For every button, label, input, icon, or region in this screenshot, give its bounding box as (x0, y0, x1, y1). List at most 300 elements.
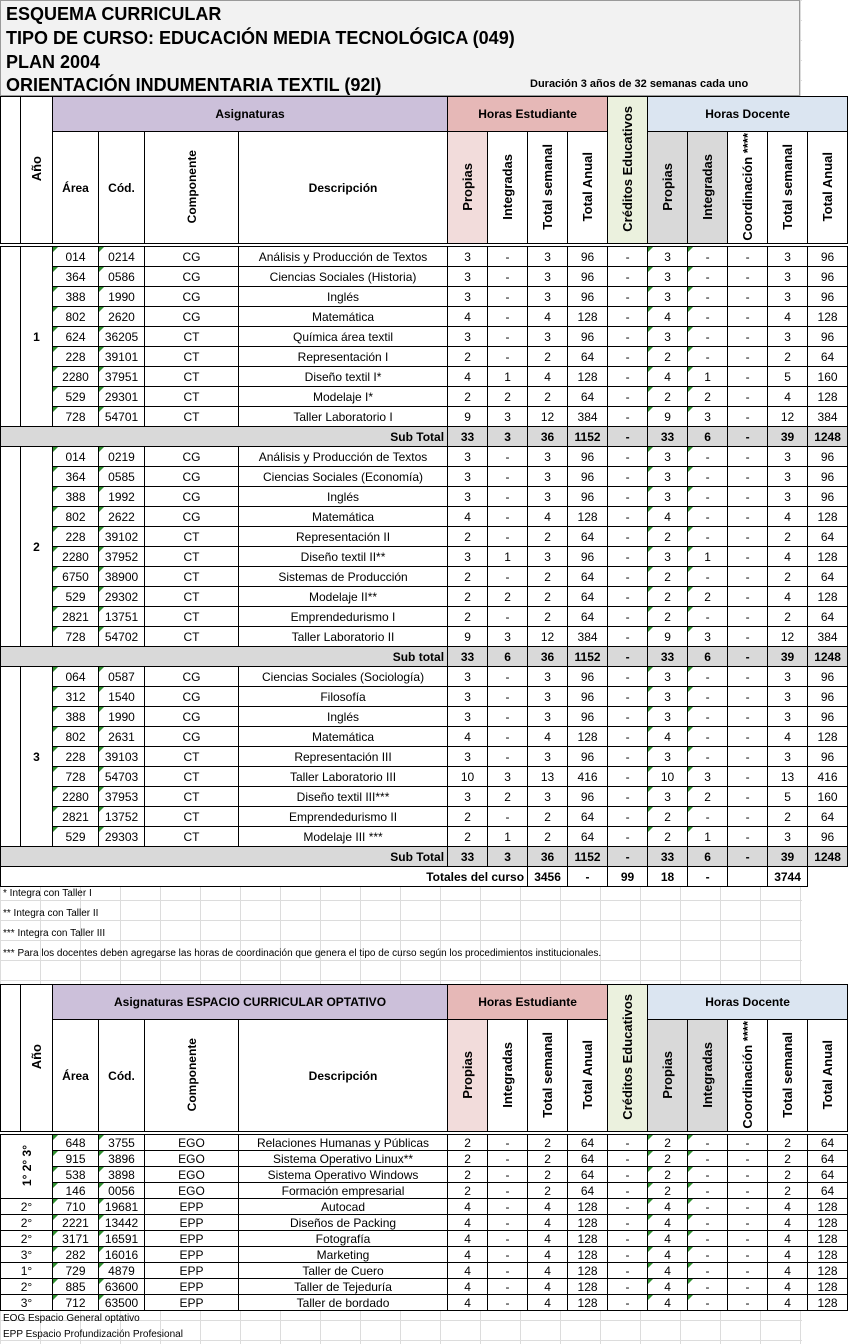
teacher-weekly-cell: 5 (768, 367, 808, 387)
own-hours-cell: 2 (448, 1135, 488, 1151)
table-row (1, 267, 848, 287)
integrated-hours-cell: 1 (488, 547, 528, 567)
coordination-cell: - (728, 1263, 768, 1279)
coordination-cell: - (728, 527, 768, 547)
weekly-total-cell: 4 (528, 1199, 568, 1215)
column-header: Total semanal (768, 1020, 808, 1132)
integrated-hours-cell: - (488, 1263, 528, 1279)
component-cell: CT (145, 787, 239, 807)
teacher-integrated-cell: - (688, 267, 728, 287)
teacher-integrated-cell: - (688, 1263, 728, 1279)
subtotal-value: 33 (448, 647, 488, 667)
annual-total-cell: 128 (568, 1247, 608, 1263)
table-row (1, 767, 848, 787)
course-total-value: - (688, 867, 728, 887)
course-total-label: Totales del curso (1, 867, 528, 887)
integrated-hours-cell: - (488, 1247, 528, 1263)
own-hours-cell: 3 (448, 487, 488, 507)
teacher-annual-cell: 64 (808, 1183, 848, 1199)
integrated-hours-cell: - (488, 487, 528, 507)
annual-total-cell: 64 (568, 807, 608, 827)
area-cell: 388 (53, 707, 99, 727)
credits-cell: - (608, 1295, 648, 1311)
area-cell: 364 (53, 267, 99, 287)
coordination-cell: - (728, 1279, 768, 1295)
area-cell: 228 (53, 347, 99, 367)
code-cell: 29303 (99, 827, 145, 847)
coordination-cell: - (728, 807, 768, 827)
teacher-annual-cell: 64 (808, 607, 848, 627)
teacher-annual-cell: 96 (808, 667, 848, 687)
own-hours-cell: 4 (448, 507, 488, 527)
column-header: Propias (448, 132, 488, 244)
coordination-cell: - (728, 1183, 768, 1199)
code-cell: 1992 (99, 487, 145, 507)
component-cell: CT (145, 527, 239, 547)
description-cell: Taller Laboratorio III (239, 767, 448, 787)
annual-total-cell: 128 (568, 727, 608, 747)
teacher-integrated-cell: - (688, 1215, 728, 1231)
own-hours-cell: 2 (448, 567, 488, 587)
subtotal-value: - (728, 847, 768, 867)
code-cell: 39103 (99, 747, 145, 767)
description-cell: Taller de Cuero (239, 1263, 448, 1279)
table-row (1, 627, 848, 647)
coordination-cell: - (728, 667, 768, 687)
table-row (1, 687, 848, 707)
teacher-weekly-cell: 4 (768, 1295, 808, 1311)
blank-cell (1, 247, 21, 427)
subtotal-value: 1248 (808, 847, 848, 867)
component-cell: CT (145, 547, 239, 567)
component-cell: CT (145, 407, 239, 427)
code-cell: 0585 (99, 467, 145, 487)
code-cell: 3755 (99, 1135, 145, 1151)
teacher-annual-cell: 128 (808, 507, 848, 527)
component-cell: EGO (145, 1151, 239, 1167)
code-cell: 36205 (99, 327, 145, 347)
table-row (1, 747, 848, 767)
teacher-weekly-cell: 3 (768, 267, 808, 287)
coordination-cell: - (728, 1295, 768, 1311)
teacher-own-cell: 3 (648, 327, 688, 347)
teacher-own-cell: 3 (648, 687, 688, 707)
component-cell: CT (145, 607, 239, 627)
area-cell: 388 (53, 287, 99, 307)
weekly-total-cell: 12 (528, 627, 568, 647)
header-title: ESQUEMA CURRICULAR (6, 4, 222, 24)
integrated-hours-cell: 1 (488, 367, 528, 387)
component-cell: CG (145, 467, 239, 487)
description-cell: Diseño textil I* (239, 367, 448, 387)
subtotal-label: Sub Total (1, 427, 448, 447)
description-cell: Modelaje III *** (239, 827, 448, 847)
teacher-weekly-cell: 2 (768, 1167, 808, 1183)
teacher-integrated-cell: - (688, 307, 728, 327)
area-cell: 538 (53, 1167, 99, 1183)
code-cell: 13752 (99, 807, 145, 827)
subtotal-label: Sub Total (1, 847, 448, 867)
credits-cell: - (608, 1199, 648, 1215)
description-cell: Taller Laboratorio I (239, 407, 448, 427)
annual-total-cell: 96 (568, 487, 608, 507)
code-cell: 13442 (99, 1215, 145, 1231)
component-cell: EPP (145, 1279, 239, 1295)
annual-total-cell: 128 (568, 367, 608, 387)
teacher-integrated-cell: 2 (688, 787, 728, 807)
annual-total-cell: 96 (568, 687, 608, 707)
integrated-hours-cell: - (488, 1167, 528, 1183)
area-cell: 802 (53, 507, 99, 527)
subtotal-value: 36 (528, 427, 568, 447)
coordination-cell: - (728, 767, 768, 787)
year-label: 1° (1, 1263, 53, 1279)
column-header: Descripción (239, 132, 448, 244)
coordination-cell: - (728, 307, 768, 327)
subtotal-value: 1248 (808, 427, 848, 447)
coordination-cell: - (728, 1167, 768, 1183)
annual-total-cell: 128 (568, 507, 608, 527)
table-row (1, 407, 848, 427)
teacher-own-cell: 2 (648, 1135, 688, 1151)
description-cell: Modelaje II** (239, 587, 448, 607)
teacher-weekly-cell: 2 (768, 1151, 808, 1167)
own-hours-cell: 2 (448, 607, 488, 627)
blank-cell (1, 985, 21, 1132)
own-hours-cell: 4 (448, 1279, 488, 1295)
integrated-hours-cell: - (488, 747, 528, 767)
area-cell: 228 (53, 527, 99, 547)
own-hours-cell: 2 (448, 1151, 488, 1167)
year-label: 3° (1, 1295, 53, 1311)
component-cell: EGO (145, 1167, 239, 1183)
table-row (1, 1215, 848, 1231)
table-row (1, 527, 848, 547)
weekly-total-cell: 4 (528, 1263, 568, 1279)
coordination-cell: - (728, 1199, 768, 1215)
weekly-total-cell: 2 (528, 527, 568, 547)
component-cell: CT (145, 327, 239, 347)
integrated-hours-cell: - (488, 447, 528, 467)
integrated-hours-cell: - (488, 347, 528, 367)
teacher-own-cell: 3 (648, 787, 688, 807)
credits-cell: - (608, 667, 648, 687)
description-cell: Análisis y Producción de Textos (239, 247, 448, 267)
credits-cell: - (608, 347, 648, 367)
course-total-value: 99 (608, 867, 648, 887)
coordination-cell: - (728, 407, 768, 427)
component-cell: CG (145, 307, 239, 327)
teacher-integrated-cell: 1 (688, 547, 728, 567)
coordination-cell: - (728, 747, 768, 767)
annual-total-cell: 96 (568, 267, 608, 287)
annual-total-cell: 64 (568, 1135, 608, 1151)
code-cell: 13751 (99, 607, 145, 627)
course-total-row (1, 867, 848, 887)
description-cell: Emprendedurismo I (239, 607, 448, 627)
column-header: Total Anual (808, 1020, 848, 1132)
own-hours-cell: 3 (448, 547, 488, 567)
annual-total-cell: 64 (568, 347, 608, 367)
column-header: Área (53, 132, 99, 244)
description-cell: Fotografía (239, 1231, 448, 1247)
component-cell: CT (145, 347, 239, 367)
teacher-own-cell: 4 (648, 367, 688, 387)
annual-total-cell: 96 (568, 747, 608, 767)
subtotal-row (1, 647, 848, 667)
integrated-hours-cell: - (488, 687, 528, 707)
integrated-hours-cell: - (488, 247, 528, 267)
teacher-weekly-cell: 12 (768, 407, 808, 427)
teacher-weekly-cell: 4 (768, 1247, 808, 1263)
component-cell: CG (145, 267, 239, 287)
teacher-annual-cell: 64 (808, 1151, 848, 1167)
description-cell: Sistema Operativo Linux** (239, 1151, 448, 1167)
component-cell: CG (145, 487, 239, 507)
teacher-annual-cell: 128 (808, 587, 848, 607)
teacher-annual-cell: 96 (808, 827, 848, 847)
subtotal-value: 1152 (568, 647, 608, 667)
table-row (1, 807, 848, 827)
blank-cell (1, 447, 21, 647)
coordination-cell: - (728, 1135, 768, 1151)
description-cell: Inglés (239, 707, 448, 727)
subtotal-value: 6 (688, 647, 728, 667)
integrated-hours-cell: - (488, 1215, 528, 1231)
own-hours-cell: 9 (448, 627, 488, 647)
teacher-annual-cell: 96 (808, 447, 848, 467)
integrated-hours-cell: 3 (488, 407, 528, 427)
weekly-total-cell: 3 (528, 787, 568, 807)
weekly-total-cell: 3 (528, 487, 568, 507)
weekly-total-cell: 2 (528, 1167, 568, 1183)
code-cell: 16591 (99, 1231, 145, 1247)
column-header: Descripción (239, 1020, 448, 1132)
teacher-weekly-cell: 4 (768, 1215, 808, 1231)
area-cell: 388 (53, 487, 99, 507)
year-label: 3 (21, 667, 53, 847)
subtotal-value: 39 (768, 847, 808, 867)
course-total-value (728, 867, 768, 887)
column-header: Integradas (688, 132, 728, 244)
weekly-total-cell: 3 (528, 247, 568, 267)
integrated-hours-cell: 3 (488, 627, 528, 647)
area-cell: 624 (53, 327, 99, 347)
course-total-value: 3456 (528, 867, 568, 887)
description-cell: Emprendedurismo II (239, 807, 448, 827)
credits-cell: - (608, 707, 648, 727)
column-header: Total Anual (808, 132, 848, 244)
table-row (1, 507, 848, 527)
credits-cell: - (608, 307, 648, 327)
annual-total-cell: 96 (568, 547, 608, 567)
coordination-cell: - (728, 387, 768, 407)
own-hours-cell: 3 (448, 287, 488, 307)
teacher-own-cell: 2 (648, 387, 688, 407)
teacher-integrated-cell: - (688, 447, 728, 467)
annual-total-cell: 64 (568, 1167, 608, 1183)
teacher-integrated-cell: - (688, 1151, 728, 1167)
annual-total-cell: 128 (568, 1263, 608, 1279)
coordination-cell: - (728, 687, 768, 707)
component-cell: CG (145, 287, 239, 307)
area-cell: 728 (53, 407, 99, 427)
annual-total-cell: 128 (568, 1295, 608, 1311)
weekly-total-cell: 4 (528, 1231, 568, 1247)
credits-cell: - (608, 247, 648, 267)
weekly-total-cell: 3 (528, 287, 568, 307)
teacher-annual-cell: 96 (808, 467, 848, 487)
teacher-annual-cell: 96 (808, 747, 848, 767)
teacher-integrated-cell: 3 (688, 627, 728, 647)
course-total-value: 3744 (768, 867, 808, 887)
teacher-integrated-cell: - (688, 807, 728, 827)
credits-cell: - (608, 827, 648, 847)
subtotal-value: 39 (768, 427, 808, 447)
area-cell: 710 (53, 1199, 99, 1215)
code-cell: 0214 (99, 247, 145, 267)
year-label: 2° (1, 1199, 53, 1215)
teacher-hours-header: Horas Docente (648, 97, 848, 132)
annual-total-cell: 64 (568, 387, 608, 407)
own-hours-cell: 3 (448, 787, 488, 807)
column-header: Componente (145, 1020, 239, 1132)
teacher-own-cell: 3 (648, 747, 688, 767)
code-cell: 29302 (99, 587, 145, 607)
description-cell: Ciencias Sociales (Economía) (239, 467, 448, 487)
weekly-total-cell: 3 (528, 267, 568, 287)
annual-total-cell: 96 (568, 787, 608, 807)
own-hours-cell: 4 (448, 1295, 488, 1311)
description-cell: Diseño textil II** (239, 547, 448, 567)
credits-cell: - (608, 387, 648, 407)
teacher-weekly-cell: 2 (768, 347, 808, 367)
year-label: 1 (21, 247, 53, 427)
course-total-value: - (568, 867, 608, 887)
area-cell: 712 (53, 1295, 99, 1311)
credits-cell: - (608, 807, 648, 827)
code-cell: 1990 (99, 707, 145, 727)
component-cell: CT (145, 587, 239, 607)
own-hours-cell: 2 (448, 387, 488, 407)
teacher-annual-cell: 128 (808, 1263, 848, 1279)
teacher-own-cell: 2 (648, 1167, 688, 1183)
teacher-weekly-cell: 4 (768, 1199, 808, 1215)
code-cell: 4879 (99, 1263, 145, 1279)
teacher-annual-cell: 128 (808, 727, 848, 747)
teacher-own-cell: 3 (648, 467, 688, 487)
own-hours-cell: 4 (448, 367, 488, 387)
component-cell: CT (145, 367, 239, 387)
code-cell: 37951 (99, 367, 145, 387)
table-row (1, 487, 848, 507)
code-cell: 37952 (99, 547, 145, 567)
weekly-total-cell: 4 (528, 1295, 568, 1311)
component-cell: CG (145, 447, 239, 467)
description-cell: Representación I (239, 347, 448, 367)
subtotal-value: 6 (688, 427, 728, 447)
annual-total-cell: 64 (568, 607, 608, 627)
teacher-own-cell: 2 (648, 587, 688, 607)
integrated-hours-cell: - (488, 707, 528, 727)
code-cell: 1990 (99, 287, 145, 307)
code-cell: 54701 (99, 407, 145, 427)
course-total-value: 18 (648, 867, 688, 887)
optional-curriculum-table (0, 984, 848, 1311)
description-cell: Matemática (239, 727, 448, 747)
area-cell: 885 (53, 1279, 99, 1295)
teacher-integrated-cell: - (688, 1199, 728, 1215)
description-cell: Filosofía (239, 687, 448, 707)
teacher-annual-cell: 96 (808, 267, 848, 287)
teacher-weekly-cell: 3 (768, 287, 808, 307)
credits-cell: - (608, 487, 648, 507)
year-label: 2° (1, 1279, 53, 1295)
teacher-weekly-cell: 3 (768, 667, 808, 687)
table-row (1, 607, 848, 627)
code-cell: 3898 (99, 1167, 145, 1183)
teacher-integrated-cell: 2 (688, 387, 728, 407)
year-label: 2° (1, 1231, 53, 1247)
code-cell: 0586 (99, 267, 145, 287)
description-cell: Formación empresarial (239, 1183, 448, 1199)
credits-cell: - (608, 407, 648, 427)
footnote: *** Integra con Taller III (3, 928, 106, 939)
table-row (1, 727, 848, 747)
code-cell: 19681 (99, 1199, 145, 1215)
subtotal-value: 33 (648, 847, 688, 867)
footnote: * Integra con Taller I (3, 888, 92, 899)
weekly-total-cell: 4 (528, 1247, 568, 1263)
own-hours-cell: 3 (448, 327, 488, 347)
table-row (1, 667, 848, 687)
table-row (1, 307, 848, 327)
integrated-hours-cell: - (488, 307, 528, 327)
blank-cell (1, 667, 21, 847)
teacher-integrated-cell: - (688, 507, 728, 527)
table-row (1, 287, 848, 307)
component-cell: CT (145, 807, 239, 827)
integrated-hours-cell: - (488, 467, 528, 487)
description-cell: Matemática (239, 507, 448, 527)
teacher-weekly-cell: 3 (768, 247, 808, 267)
teacher-annual-cell: 128 (808, 547, 848, 567)
weekly-total-cell: 3 (528, 327, 568, 347)
area-cell: 648 (53, 1135, 99, 1151)
area-cell: 728 (53, 627, 99, 647)
description-cell: Ciencias Sociales (Sociología) (239, 667, 448, 687)
description-cell: Ciencias Sociales (Historia) (239, 267, 448, 287)
description-cell: Diseño textil III*** (239, 787, 448, 807)
description-cell: Taller Laboratorio II (239, 627, 448, 647)
area-cell: 2280 (53, 367, 99, 387)
description-cell: Inglés (239, 287, 448, 307)
teacher-annual-cell: 128 (808, 1215, 848, 1231)
area-cell: 529 (53, 387, 99, 407)
weekly-total-cell: 2 (528, 1151, 568, 1167)
annual-total-cell: 128 (568, 1199, 608, 1215)
credits-cell: - (608, 367, 648, 387)
teacher-weekly-cell: 12 (768, 627, 808, 647)
teacher-annual-cell: 128 (808, 1199, 848, 1215)
own-hours-cell: 4 (448, 1199, 488, 1215)
component-cell: CT (145, 567, 239, 587)
integrated-hours-cell: - (488, 327, 528, 347)
area-cell: 228 (53, 747, 99, 767)
coordination-cell: - (728, 447, 768, 467)
description-cell: Inglés (239, 487, 448, 507)
teacher-weekly-cell: 4 (768, 387, 808, 407)
